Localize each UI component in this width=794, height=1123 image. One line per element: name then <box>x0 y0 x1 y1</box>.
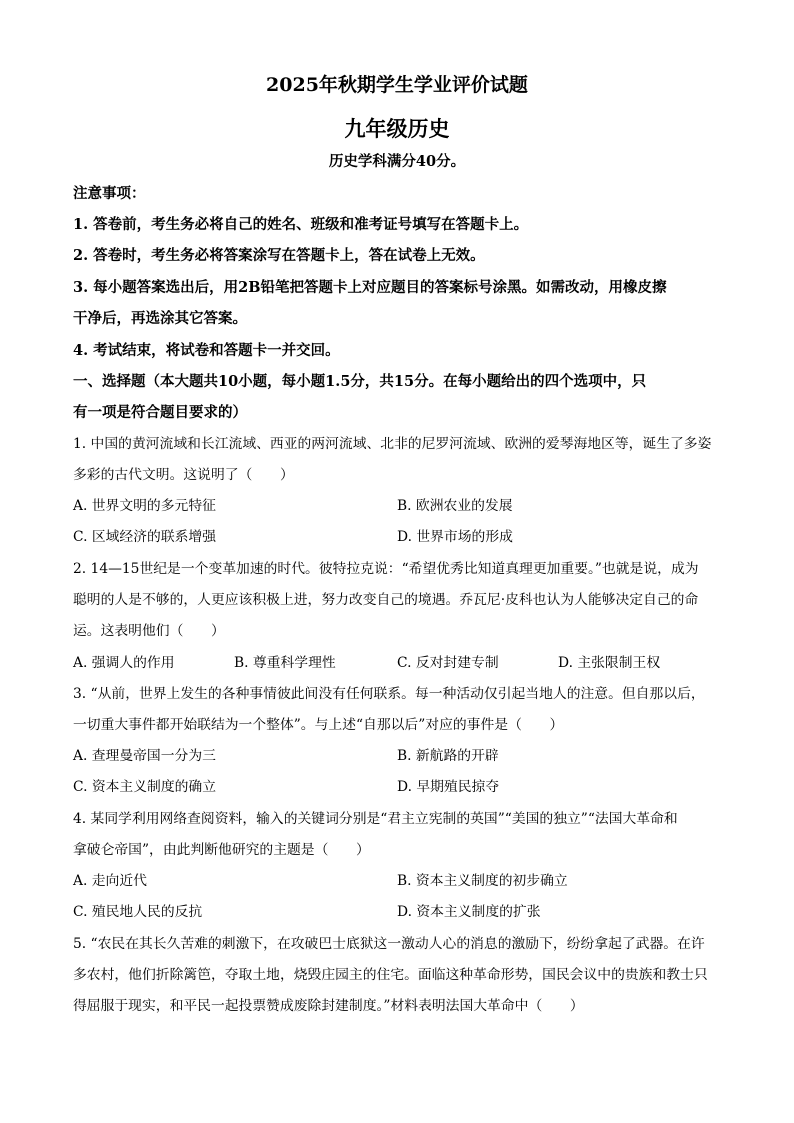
question-stem: 聪明的人是不够的，人更应该积极上进，努力改变自己的境遇。乔瓦尼·皮科也认为人能够决定自己的命 <box>73 592 699 608</box>
notice-item: 2. 答卷时，考生务必将答案涂写在答题卡上，答在试卷上无效。 <box>73 247 485 264</box>
option-c: C. 资本主义制度的确立 <box>73 779 217 795</box>
option-a: A. 强调人的作用 <box>73 655 175 671</box>
option-d: D. 资本主义制度的扩张 <box>397 904 541 920</box>
option-a: A. 世界文明的多元特征 <box>73 498 216 514</box>
score-note: 历史学科满分40分。 <box>328 153 466 170</box>
option-b: B. 资本主义制度的初步确立 <box>397 873 568 889</box>
notice-heading: 注意事项： <box>73 185 146 202</box>
option-c: C. 区域经济的联系增强 <box>73 529 217 545</box>
option-d: D. 世界市场的形成 <box>397 529 513 545</box>
notice-item: 1. 答卷前，考生务必将自己的姓名、班级和准考证号填写在答题卡上。 <box>73 216 529 233</box>
exam-title: 2025年秋期学生学业评价试题 <box>266 74 528 96</box>
option-b: B. 新航路的开辟 <box>397 748 499 764</box>
option-a: A. 走向近代 <box>73 873 147 889</box>
question-stem: 1. 中国的黄河流域和长江流域、西亚的两河流域、北非的尼罗河流域、欧洲的爱琴海地区等，诞生了多姿 <box>73 436 712 452</box>
option-c: C. 反对封建专制 <box>397 655 499 671</box>
exam-subject: 九年级历史 <box>344 116 450 141</box>
question-stem: 拿破仑帝国”，由此判断他研究的主题是（ ） <box>73 842 370 858</box>
question-stem: 多农村，他们折除篱笆，夺取土地，烧毁庄园主的住宅。面临这种革命形势，国民会议中的贵族和教士只 <box>73 967 708 983</box>
question-stem: 运。这表明他们（ ） <box>73 623 225 639</box>
question-stem: 3. “从前，世界上发生的各种事情彼此间没有任何联系。每一种活动仅引起当地人的注意。但自那以后， <box>73 686 705 702</box>
section-heading: 一、选择题（本大题共10小题，每小题1.5分，共15分。在每小题给出的四个选项中，只 <box>73 373 647 390</box>
option-a: A. 查理曼帝国一分为三 <box>73 748 216 764</box>
option-b: B. 欧洲农业的发展 <box>397 498 513 514</box>
notice-item: 4. 考试结束，将试卷和答题卡一并交回。 <box>73 342 340 359</box>
question-stem: 一切重大事件都开始联结为一个整体”。与上述“自那以后”对应的事件是（ ） <box>73 717 564 733</box>
question-stem: 2. 14—15世纪是一个变革加速的时代。彼特拉克说：“希望优秀比知道真理更加重要。”也就是说，成为 <box>73 561 699 577</box>
option-b: B. 尊重科学理性 <box>234 655 336 671</box>
notice-item: 3. 每小题答案选出后，用2B铅笔把答题卡上对应题目的答案标号涂黑。如需改动，用橡皮擦 <box>73 279 667 296</box>
question-stem: 5. “农民在其长久苦难的刺激下，在攻破巴士底狱这一激动人心的消息的激励下，纷纷拿起了武器。在许 <box>73 936 705 952</box>
section-heading: 有一项是符合题目要求的） <box>73 404 247 421</box>
question-stem: 得屈服于现实，和平民一起投票赞成废除封建制度。”材料表明法国大革命中（ ） <box>73 998 584 1014</box>
question-stem: 4. 某同学利用网络查阅资料，输入的关键词分别是“君主立宪制的英国”“美国的独立”“法国大革命和 <box>73 811 678 827</box>
option-d: D. 主张限制王权 <box>558 655 661 671</box>
option-d: D. 早期殖民掠夺 <box>397 779 500 795</box>
question-stem: 多彩的古代文明。这说明了（ ） <box>73 467 294 483</box>
option-c: C. 殖民地人民的反抗 <box>73 904 203 920</box>
notice-item: 干净后，再选涂其它答案。 <box>73 310 247 327</box>
